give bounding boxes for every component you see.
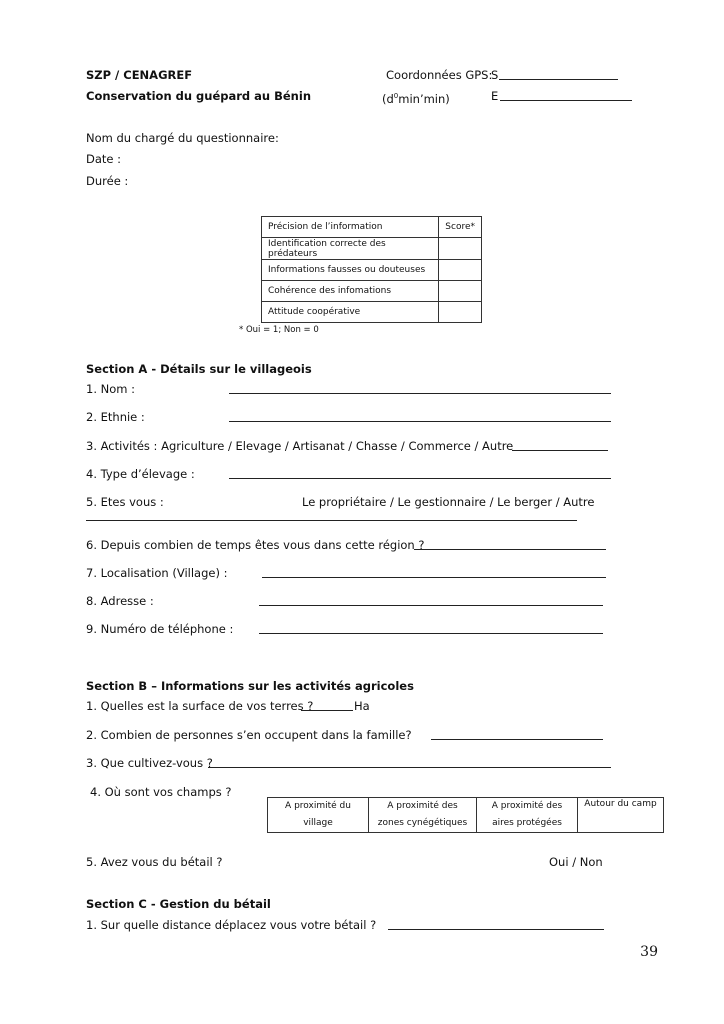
cultures-field[interactable] (208, 767, 611, 768)
champs-table (267, 797, 664, 833)
score-cell[interactable] (439, 281, 482, 302)
q-a5-label: 5. Etes vous : (86, 495, 164, 509)
localisation-field[interactable] (262, 577, 606, 578)
org-name: SZP / CENAGREF (86, 68, 193, 82)
q-a1-label: 1. Nom : (86, 382, 135, 396)
personnes-field[interactable] (431, 739, 603, 740)
q-a3-label: 3. Activités : Agriculture / Elevage / Artisanat / Chasse / Commerce / Autre (86, 439, 514, 453)
section-c-title: Section C - Gestion du bétail (86, 897, 271, 911)
score-cell[interactable] (439, 238, 482, 260)
q-b2-label: 2. Combien de personnes s’en occupent dans la famille? (86, 728, 412, 742)
date-label: Date : (86, 152, 122, 166)
score-cell[interactable] (439, 302, 482, 323)
q-a5-options: Le propriétaire / Le gestionnaire / Le berger / Autre (302, 495, 595, 509)
champs-option-village[interactable]: A proximité du village (268, 798, 369, 833)
gps-s-label: S (491, 68, 499, 82)
gps-units: $(d^0\min’\min)$ (382, 91, 450, 106)
project-title: Conservation du guépard au Bénin (86, 89, 312, 103)
charge-label: Nom du chargé du questionnaire: (86, 131, 279, 145)
q-a8-label: 8. Adresse : (86, 594, 154, 608)
q-b1-unit: Ha (354, 699, 370, 713)
champs-option-zones[interactable]: A proximité des zones cynégétiques (369, 798, 477, 833)
distance-field[interactable] (388, 929, 604, 930)
telephone-field[interactable] (259, 633, 603, 634)
q-a4-label: 4. Type d’élevage : (86, 467, 195, 481)
activites-autre-field[interactable] (512, 450, 608, 451)
gps-s-field[interactable] (499, 79, 618, 80)
q-b4-label: 4. Où sont vos champs ? (90, 785, 232, 799)
page-number: 39 (640, 944, 658, 960)
q-a6-label: 6. Depuis combien de temps êtes vous dans cette région ? (86, 538, 425, 552)
section-b-title: Section B – Informations sur les activités agricoles (86, 679, 414, 693)
q-a7-label: 7. Localisation (Village) : (86, 566, 228, 580)
q-a9-label: 9. Numéro de téléphone : (86, 622, 234, 636)
champs-option-camp[interactable]: Autour du camp (578, 798, 664, 833)
score-row-label: Informations fausses ou douteuses (262, 260, 439, 281)
duree-label: Durée : (86, 174, 129, 188)
q-b5-options[interactable]: Oui / Non (549, 855, 603, 869)
q-c1-label: 1. Sur quelle distance déplacez vous votre bétail ? (86, 918, 377, 932)
q-b5-label: 5. Avez vous du bétail ? (86, 855, 223, 869)
score-row-label: Attitude coopérative (262, 302, 439, 323)
q-b1-label: 1. Quelles est la surface de vos terres ? (86, 699, 314, 713)
adresse-field[interactable] (259, 605, 603, 606)
score-table-header: Score* (439, 217, 482, 238)
score-row-label: Cohérence des infomations (262, 281, 439, 302)
score-cell[interactable] (439, 260, 482, 281)
duree-region-field[interactable] (414, 549, 606, 550)
score-note: * Oui = 1; Non = 0 (239, 325, 319, 335)
champs-option-aires[interactable]: A proximité des aires protégées (477, 798, 578, 833)
gps-e-label: E (491, 89, 499, 103)
score-table (261, 216, 482, 323)
gps-label: Coordonnées GPS: (386, 68, 493, 82)
score-row-label: Identification correcte des prédateurs (262, 238, 439, 260)
type-elevage-field[interactable] (229, 478, 611, 479)
q-b3-label: 3. Que cultivez-vous ? (86, 756, 213, 770)
nom-field[interactable] (229, 393, 611, 394)
section-a-title: Section A - Détails sur le villageois (86, 362, 312, 376)
q-a2-label: 2. Ethnie : (86, 410, 145, 424)
ethnie-field[interactable] (229, 421, 611, 422)
surface-field[interactable] (301, 710, 353, 711)
gps-e-field[interactable] (500, 100, 632, 101)
score-table-header: Précision de l’information (262, 217, 439, 238)
role-field[interactable] (86, 520, 577, 521)
